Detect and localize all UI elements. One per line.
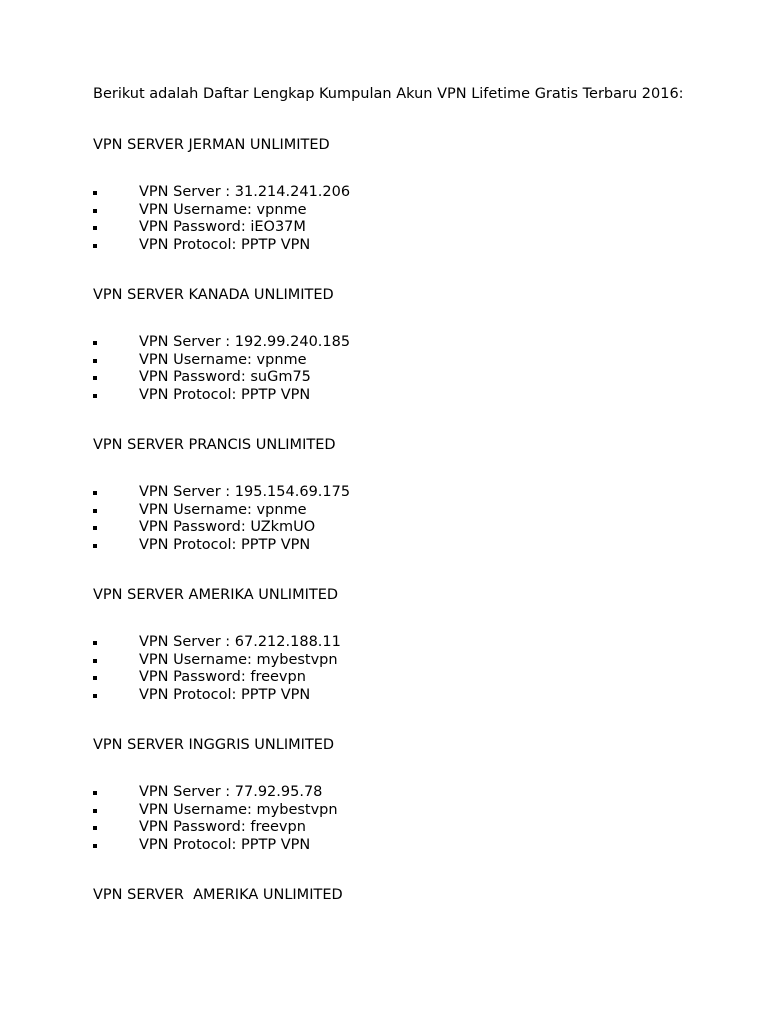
detail-list <box>93 484 713 554</box>
detail-username <box>93 652 713 670</box>
section-prancis <box>93 436 713 554</box>
bullet-icon <box>93 226 97 230</box>
detail-list <box>93 634 713 704</box>
detail-protocol <box>93 237 713 255</box>
detail-password <box>93 519 713 537</box>
detail-username <box>93 352 713 370</box>
detail-server <box>93 784 713 802</box>
detail-server <box>93 334 713 352</box>
bullet-icon <box>93 376 97 380</box>
detail-text: VPN Protocol: PPTP VPN <box>139 386 311 403</box>
detail-username <box>93 202 713 220</box>
detail-server <box>93 184 713 202</box>
section-title: VPN SERVER INGGRIS UNLIMITED <box>93 737 335 753</box>
detail-text: VPN Server : 192.99.240.185 <box>139 334 351 350</box>
bullet-icon <box>93 694 97 698</box>
section-amerika <box>93 586 713 704</box>
bullet-icon <box>93 209 97 213</box>
section-amerika-2 <box>93 886 713 904</box>
bullet-icon <box>93 341 97 345</box>
detail-text: VPN Username: mybestvpn <box>139 651 338 668</box>
section-kanada <box>93 286 713 404</box>
bullet-icon <box>93 394 97 398</box>
detail-list <box>93 334 713 404</box>
detail-text: VPN Password: UZkmUO <box>139 519 316 535</box>
bullet-icon <box>93 676 97 680</box>
detail-protocol <box>93 387 713 405</box>
bullet-icon <box>93 844 97 848</box>
detail-text: VPN Protocol: PPTP VPN <box>139 686 311 703</box>
detail-text: VPN Protocol: PPTP VPN <box>139 536 311 553</box>
detail-password <box>93 819 713 837</box>
detail-list <box>93 784 713 854</box>
bullet-icon <box>93 791 97 795</box>
detail-protocol <box>93 837 713 855</box>
detail-text: VPN Username: vpnme <box>139 501 307 518</box>
detail-text: VPN Server : 195.154.69.175 <box>139 484 351 500</box>
detail-text: VPN Password: suGm75 <box>139 369 311 385</box>
detail-username <box>93 502 713 520</box>
section-title: VPN SERVER KANADA UNLIMITED <box>93 287 334 303</box>
detail-text: VPN Password: iEO37M <box>139 219 306 235</box>
section-jerman <box>93 136 713 254</box>
detail-text: VPN Protocol: PPTP VPN <box>139 236 311 253</box>
detail-password <box>93 219 713 237</box>
bullet-icon <box>93 641 97 645</box>
detail-text: VPN Password: freevpn <box>139 669 306 685</box>
detail-protocol <box>93 687 713 705</box>
detail-username <box>93 802 713 820</box>
intro-text: Berikut adalah Daftar Lengkap Kumpulan Akun VPN Lifetime Gratis Terbaru 2016: <box>93 86 684 102</box>
detail-protocol <box>93 537 713 555</box>
detail-list <box>93 184 713 254</box>
bullet-icon <box>93 509 97 513</box>
detail-text: VPN Server : 77.92.95.78 <box>139 784 323 800</box>
bullet-icon <box>93 659 97 663</box>
section-title: VPN SERVER PRANCIS UNLIMITED <box>93 437 336 453</box>
bullet-icon <box>93 244 97 248</box>
detail-text: VPN Server : 67.212.188.11 <box>139 634 341 650</box>
section-title: VPN SERVER AMERIKA UNLIMITED <box>93 887 343 903</box>
detail-text: VPN Username: vpnme <box>139 201 307 218</box>
detail-password <box>93 369 713 387</box>
detail-server <box>93 634 713 652</box>
detail-text: VPN Server : 31.214.241.206 <box>139 184 351 200</box>
section-title: VPN SERVER AMERIKA UNLIMITED <box>93 587 339 603</box>
detail-text: VPN Username: vpnme <box>139 351 307 368</box>
bullet-icon <box>93 191 97 195</box>
detail-text: VPN Username: mybestvpn <box>139 801 338 818</box>
bullet-icon <box>93 809 97 813</box>
detail-server <box>93 484 713 502</box>
bullet-icon <box>93 526 97 530</box>
bullet-icon <box>93 544 97 548</box>
bullet-icon <box>93 826 97 830</box>
detail-password <box>93 669 713 687</box>
section-title: VPN SERVER JERMAN UNLIMITED <box>93 137 330 153</box>
bullet-icon <box>93 359 97 363</box>
section-inggris <box>93 736 713 854</box>
bullet-icon <box>93 491 97 495</box>
detail-text: VPN Protocol: PPTP VPN <box>139 836 311 853</box>
detail-text: VPN Password: freevpn <box>139 819 306 835</box>
